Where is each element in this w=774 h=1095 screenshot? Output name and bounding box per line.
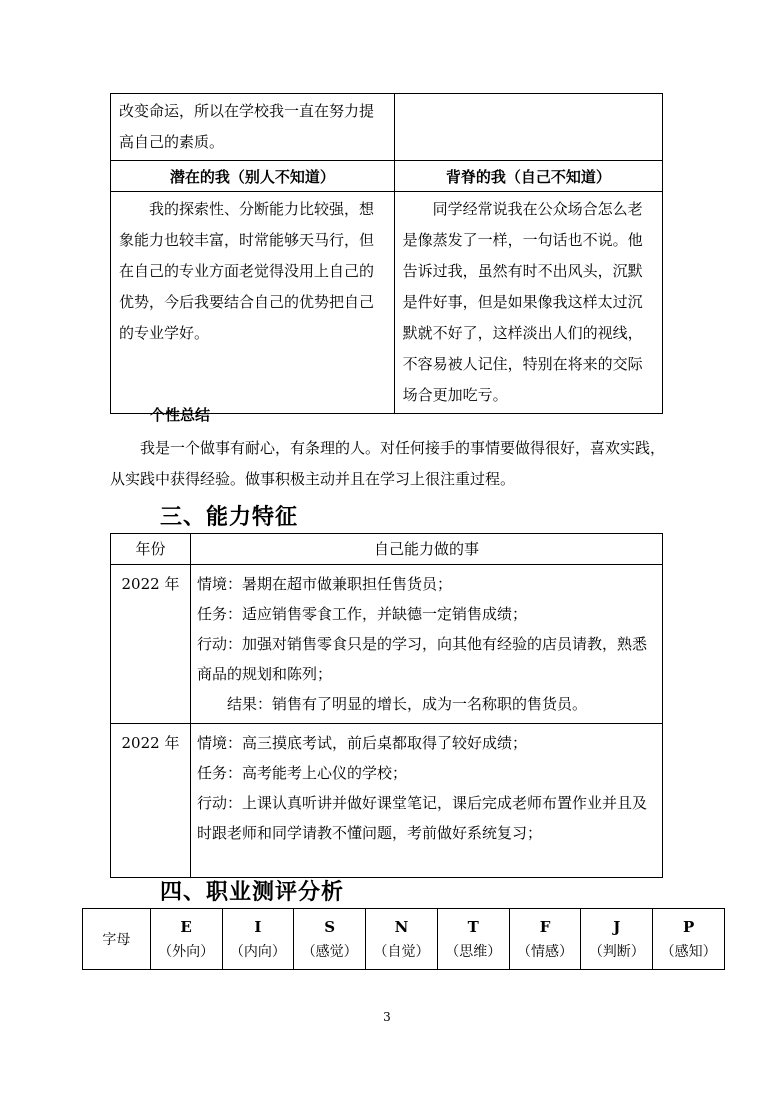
letter-p: P [682,918,695,936]
letter-cell-f [509,909,581,970]
row-label-cell [83,909,151,970]
ability-table [110,533,663,878]
letter-p-name: （感知） [660,944,717,960]
letter-e-name: （外向） [158,944,215,960]
row1-content [191,565,663,724]
personality-text: 我是一个做事有耐心，有条理的人。对任何接手的事情要做得很好，喜欢实践，从实践中获得经验。做事积极主动并且在学习上很注重过程。 [110,439,666,488]
letter-t: T [467,918,479,936]
hidden-self-text: 我的探索性、分断能力比较强，想象能力也较丰富，时常能够天马行，但在自己的专业方面老觉得没用上自己的优势，今后我要结合自己的优势把自己的专业学好。 [119,200,375,342]
letter-n-name: （自觉） [373,944,430,960]
top-left-cell [111,94,395,161]
letter-cell-t [437,909,509,970]
hidden-self-cell [111,192,395,414]
letter-e: E [180,918,192,936]
blind-self-text: 同学经常说我在公众场合怎么老是像蒸发了一样，一句话也不说。他告诉过我，虽然有时不出风头，沉默是件好事，但是如果像我这样太过沉默就不好了，这样淡出人们的视线，不容易被人记住，特别在将来的交际场合更加吃亏。 [402,200,643,404]
letter-s: S [324,918,336,936]
page-number: 3 [383,1010,391,1024]
letter-n: N [394,918,409,936]
letter-t-name: （思维） [445,944,502,960]
letter-cell-p [653,909,725,970]
blind-self-header: 背脊的我（自己不知道） [394,161,662,192]
letter-j: J [613,918,621,936]
section3-title: 三、能力特征 [160,505,299,530]
row2-action: 行动：上课认真听讲并做好课堂笔记，课后完成老师布置作业并且及时跟老师和同学请教不懂问题，考前做好系统复习； [197,794,648,842]
letter-cell-i [222,909,294,970]
row1-result: 结果：销售有了明显的增长，成为一名称职的售货员。 [227,695,588,713]
row-label: 字母 [102,932,131,948]
letter-j-name: （判断） [588,944,645,960]
letter-cell-e [150,909,222,970]
row1-action: 行动：加强对销售零食只是的学习，向其他有经验的店员请教，熟悉商品的规划和陈列； [197,635,648,683]
letter-f: F [539,918,551,936]
top-right-cell [394,94,662,161]
row1-task: 任务：适应销售零食工作，并缺德一定销售成绩； [197,605,528,623]
letter-cell-j [581,909,653,970]
blind-self-cell [394,192,662,414]
letter-s-name: （感觉） [301,944,358,960]
things-column-header: 自己能力做的事 [191,534,663,565]
letter-cell-n [366,909,438,970]
personality-heading: 个性总结 [150,406,211,424]
letter-cell-s [294,909,366,970]
year-column-header: 年份 [111,534,191,565]
row1-year: 2022 年 [111,565,191,724]
top-left-text: 改变命运，所以在学校我一直在努力提高自己的素质。 [119,102,375,151]
section4-title: 四、职业测评分析 [160,880,345,905]
letter-i-name: （内向） [229,944,286,960]
row1-situation: 情境：暑期在超市做兼职担任售货员； [197,575,453,593]
row2-year: 2022 年 [111,724,191,878]
row2-content [191,724,663,878]
letter-f-name: （情感） [517,944,574,960]
row2-situation: 情境：高三摸底考试，前后桌都取得了较好成绩； [197,734,528,752]
hidden-self-header: 潜在的我（别人不知道） [111,161,395,192]
career-test-table [82,908,725,970]
letter-i: I [254,918,262,936]
self-awareness-table [110,93,663,414]
row2-task: 任务：高考能考上心仪的学校； [197,764,408,782]
